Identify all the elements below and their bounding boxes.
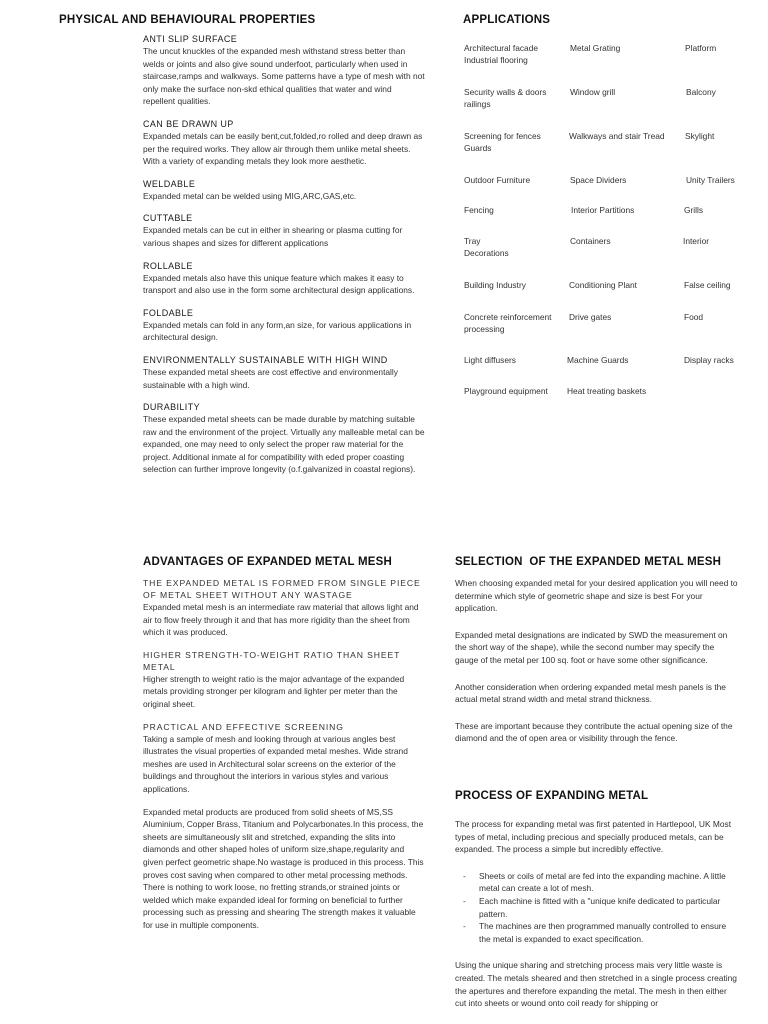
application-item: Fencing	[464, 205, 494, 215]
application-item: Interior Partitions	[571, 205, 635, 215]
application-item: Tray Decorations	[464, 236, 509, 258]
applications-title: APPLICATIONS	[463, 14, 551, 26]
application-item: Grills	[684, 205, 704, 215]
property-drawn-up	[143, 118, 425, 168]
application-item: Architectural facade Industrial flooring	[464, 43, 539, 65]
property-sustainable	[143, 354, 425, 391]
application-item: Outdoor Furniture	[464, 175, 531, 185]
property-text: These expanded metal sheets are cost effective and environmentally sustainable with a high wind.	[143, 366, 398, 390]
application-item: Heat treating baskets	[567, 386, 647, 396]
property-durability	[143, 401, 425, 476]
advantages-list	[143, 577, 425, 941]
advantage-text: Higher strength to weight ratio is the major advantage of the expanded metals providing stronger per kilogram and lighter per meter than the original sheet.	[143, 673, 405, 709]
properties-list	[143, 33, 425, 486]
property-foldable	[143, 307, 425, 344]
process-step-text: Sheets or coils of metal are fed into the expanding machine. A little metal can create a lot of mesh.	[479, 870, 726, 894]
process-intro: The process for expanding metal was first patented in Hartlepool, UK Most types of metal, including precious and specially produced metals, can be expanded. The process a simple but incredibly effective.	[455, 819, 732, 855]
application-item: Drive gates	[569, 312, 612, 322]
application-item: Window grill	[570, 87, 616, 97]
bullet-dash: -	[463, 921, 466, 932]
selection-section	[455, 556, 755, 568]
application-item: Interior	[683, 236, 710, 246]
property-heading: CUTTABLE	[143, 213, 193, 224]
advantage-strength-weight	[143, 649, 425, 711]
advantage-text: Expanded metal mesh is an intermediate raw material that allows light and air to flow freely through it and that has more rigidity than the sheet from which it was produced.	[143, 602, 419, 638]
property-text: These expanded metal sheets can be made durable by matching suitable raw and the environment of the project. Virtually any malleable metal can be expanded, one may need to only select the proper raw material for the project. Additional inmate al for compatibility with eded proper coasting selection can further improve longevity (o.f.galvanized in coastal regions).	[143, 414, 425, 475]
property-heading: ROLLABLE	[143, 260, 193, 271]
application-item: Containers	[570, 236, 611, 246]
process-section	[455, 790, 755, 802]
property-heading: DURABILITY	[143, 402, 201, 413]
property-text: Expanded metals can fold in any form,an size, for various applications in architectural design.	[143, 319, 412, 343]
property-text: The uncut knuckles of the expanded mesh withstand stress better than welds or joints and also give sound underfoot, particularly when used in staircase,ramps and walkways. Some patterns have a type of mesh with not only make the surface non-skd ethical qualities that water and wind repellent qualities.	[143, 46, 425, 107]
advantage-products	[143, 806, 425, 932]
property-heading: CAN BE DRAWN UP	[143, 118, 234, 129]
advantage-heading: THE EXPANDED METAL IS FORMED FROM SINGLE PIECE OF METAL SHEET WITHOUT ANY WASTAGE	[143, 578, 421, 600]
selection-paragraph: When choosing expanded metal for your desired application you will need to determine which style of geometric shape and size is best For your application.	[455, 578, 738, 614]
selection-paragraph: Another consideration when ordering expanded metal mesh panels is the actual metal strand width and metal strand thickness.	[455, 681, 726, 705]
application-item: Conditioning Plant	[569, 280, 637, 290]
advantages-title: ADVANTAGES OF EXPANDED METAL MESH	[143, 556, 392, 568]
property-text: Expanded metals can be easily bent,cut,folded,ro rolled and deep drawn as per the required works. They allow air through them unlike metal sheets. With a variety of expanding metals they look more aesthetic.	[143, 130, 423, 167]
property-anti-slip	[143, 33, 425, 108]
bullet-dash: -	[463, 870, 466, 881]
application-item: Light diffusers	[464, 355, 516, 365]
advantage-text: Expanded metal products are produced from solid sheets of MS,SS Aluminium, Copper Brass, Titanium and Polycarbonates.In this process, the sheets are simultaneously slit and stretched, expanding the slits into diamonds and other shaped holes of uniform size,shape,regularity and given perfect geometric shape.No wastage is produced in this process. This proves cost saving when compared to other metal processing methods. There is nothing to work loose, no fretting strands,or strained joints or welded which make expanded ideal for forming on beneficial to further processing such as pressing and shearing The strength makes it valuable for use in multiple components.	[143, 806, 424, 930]
application-item: Balcony	[686, 87, 716, 97]
application-item: Food	[684, 312, 704, 322]
process-step	[455, 895, 739, 920]
application-item: Concrete reinforcement processing	[464, 312, 552, 334]
application-item: Metal Grating	[570, 43, 621, 53]
application-item: Machine Guards	[567, 355, 629, 365]
selection-body	[455, 577, 739, 759]
process-body	[455, 818, 739, 1010]
property-rollable	[143, 260, 425, 297]
application-item: Screening for fences Guards	[464, 131, 541, 153]
applications-section	[463, 14, 550, 26]
advantage-screening	[143, 721, 425, 796]
property-text: Expanded metals can be cut in either in shearing or plasma cutting for various shapes and sizes for different applications	[143, 225, 403, 248]
properties-title: PHYSICAL AND BEHAVIOURAL PROPERTIES	[59, 14, 316, 26]
advantages-section	[143, 556, 433, 568]
application-item: Walkways and stair Tread	[569, 131, 665, 141]
application-item: Building Industry	[464, 280, 526, 290]
application-item: Playground equipment	[464, 386, 548, 396]
application-item: Space Dividers	[570, 175, 627, 185]
advantage-text: Taking a sample of mesh and looking through at various angles best illustrates the visual properties of expanded metal meshes. Wide strand meshes are used in Architectural solar screens on the exterior of the buildings and throughout the interiors in various styles and various applications.	[143, 733, 408, 794]
advantage-single-piece	[143, 577, 425, 639]
process-step-text: Each machine is fitted with a "unique knife dedicated to particular pattern.	[479, 895, 721, 919]
application-item: Display racks	[684, 355, 734, 365]
property-text: Expanded metals also have this unique feature which makes it easy to transport and also use in the form some architectural design applications.	[143, 272, 415, 296]
property-heading: ENVIRONMENTALLY SUSTAINABLE WITH HIGH WIND	[143, 354, 388, 365]
process-closing: Using the unique sharing and stretching process mais very little waste is created. The metals sheared and then stretched in a single process creating the apertures and therefore expanding the metal. The mesh in then either cut into sheets or wound onto coil ready for shipping or	[455, 960, 737, 1009]
advantage-heading: HIGHER STRENGTH-TO-WEIGHT RATIO THAN SHEET METAL	[143, 649, 401, 672]
properties-section	[59, 14, 439, 26]
bullet-dash: -	[463, 895, 466, 906]
application-item: False ceiling	[684, 280, 731, 290]
application-item: Platform	[685, 43, 717, 53]
property-weldable	[143, 178, 425, 203]
process-step	[455, 870, 739, 895]
selection-paragraph: These are important because they contribute the actual opening size of the diamond and the of open area or visibility through the fence.	[455, 720, 733, 744]
property-heading: ANTI SLIP SURFACE	[143, 34, 238, 44]
selection-title: SELECTION OF THE EXPANDED METAL MESH	[455, 556, 722, 568]
process-title: PROCESS OF EXPANDING METAL	[455, 790, 649, 802]
advantage-heading: PRACTICAL AND EFFECTIVE SCREENING	[143, 721, 344, 732]
application-item: Unity Trailers	[686, 175, 735, 185]
application-item: Security walls & doors railings	[464, 87, 547, 109]
process-steps	[455, 870, 739, 946]
selection-paragraph: Expanded metal designations are indicated by SWD the measurement on the short way of the shape), while the second number may specify the gauge of the metal per 100 sq. foot or have some other significance.	[455, 629, 728, 665]
application-item: Skylight	[685, 131, 715, 141]
process-step	[455, 920, 739, 945]
property-heading: FOLDABLE	[143, 307, 194, 318]
process-step-text: The machines are then programmed manually controlled to ensure the metal is expanded to exact specification.	[479, 921, 727, 944]
property-heading: WELDABLE	[143, 178, 196, 189]
property-text: Expanded metal can be welded using MIG,ARC,GAS,etc.	[143, 190, 357, 201]
property-cuttable	[143, 212, 425, 249]
